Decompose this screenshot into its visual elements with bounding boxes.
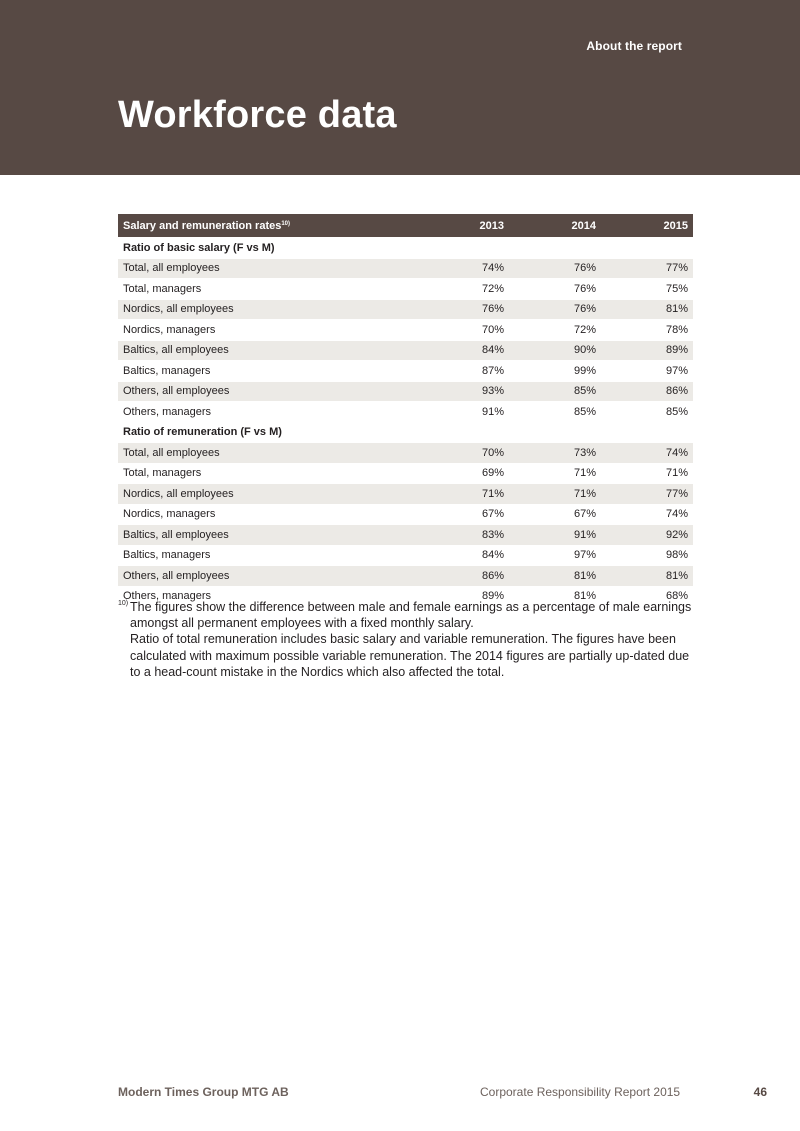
- table-cell-value: 73%: [509, 443, 601, 464]
- table-row-label: Nordics, managers: [118, 320, 435, 341]
- table-row-label: Baltics, all employees: [118, 340, 435, 361]
- table-cell-value: 70%: [435, 443, 509, 464]
- table-row-label: Others, all employees: [118, 566, 435, 587]
- table-cell-value: 84%: [435, 545, 509, 566]
- table-header-row: [118, 214, 693, 238]
- table-row: [118, 463, 693, 484]
- table-cell-value: 85%: [509, 402, 601, 423]
- table-header-2013: 2013: [435, 214, 509, 238]
- table-cell-value: 97%: [509, 545, 601, 566]
- table-cell-value: 67%: [509, 504, 601, 525]
- table-cell-value: 77%: [601, 484, 693, 505]
- table-cell-value: 71%: [509, 463, 601, 484]
- table-row: [118, 504, 693, 525]
- table-cell-value: 74%: [601, 504, 693, 525]
- table-row: [118, 402, 693, 423]
- table-row-label: Nordics, managers: [118, 504, 435, 525]
- table-cell-value: 99%: [509, 361, 601, 382]
- table-row: [118, 525, 693, 546]
- table-row-label: Total, all employees: [118, 258, 435, 279]
- table-cell-value: 69%: [435, 463, 509, 484]
- table-cell-value: 83%: [435, 525, 509, 546]
- salary-remuneration-table: [118, 214, 693, 606]
- page-number: 46: [753, 1085, 767, 1099]
- table-row-label: Baltics, all employees: [118, 525, 435, 546]
- table-cell-value: 98%: [601, 545, 693, 566]
- table-cell-value: 86%: [601, 381, 693, 402]
- page-header-band: [0, 0, 800, 175]
- table-cell-value: 81%: [509, 566, 601, 587]
- table-cell-value: 81%: [601, 566, 693, 587]
- table-cell-value: 93%: [435, 381, 509, 402]
- table-row: [118, 361, 693, 382]
- table-cell-value: 75%: [601, 279, 693, 300]
- section-label: About the report: [586, 39, 682, 53]
- table-row-label: Others, managers: [118, 586, 435, 606]
- footnote-paragraph: The figures show the difference between male and female earnings as a percentage of male earnings amongst all permanent employees with a fixed monthly salary.: [130, 600, 692, 631]
- table-header-title: Salary and remuneration rates$^{10)}$: [118, 214, 435, 238]
- table-section-heading-row: [118, 238, 693, 259]
- table-cell-value: 71%: [435, 484, 509, 505]
- table-cell-value: 74%: [601, 443, 693, 464]
- table-cell-value: 72%: [509, 320, 601, 341]
- table-row: [118, 381, 693, 402]
- table-row-label: Total, managers: [118, 463, 435, 484]
- table-cell-value: 77%: [601, 258, 693, 279]
- table-cell-value: 76%: [435, 299, 509, 320]
- table-row: [118, 566, 693, 587]
- table-cell-value: 76%: [509, 279, 601, 300]
- table-cell-value: 87%: [435, 361, 509, 382]
- table-cell-value: 78%: [601, 320, 693, 341]
- table-cell-value: 74%: [435, 258, 509, 279]
- table-row: [118, 299, 693, 320]
- table-cell-value: 90%: [509, 340, 601, 361]
- table-cell-value: 81%: [509, 586, 601, 606]
- table-cell-value: 86%: [435, 566, 509, 587]
- table-body: [118, 238, 693, 607]
- table-cell-value: 72%: [435, 279, 509, 300]
- table-cell-value: 84%: [435, 340, 509, 361]
- table-section-heading-row: [118, 422, 693, 443]
- table-row-label: Baltics, managers: [118, 361, 435, 382]
- table-row: [118, 484, 693, 505]
- table-row: [118, 258, 693, 279]
- table-cell-value: 85%: [601, 402, 693, 423]
- table-row-label: Nordics, all employees: [118, 484, 435, 505]
- table-cell-value: 89%: [435, 586, 509, 606]
- table-cell-value: 71%: [601, 463, 693, 484]
- page-title: Workforce data: [118, 94, 397, 136]
- table-row: [118, 279, 693, 300]
- footnote-marker: 10): [118, 600, 129, 607]
- table-cell-value: 89%: [601, 340, 693, 361]
- table-cell-value: 76%: [509, 258, 601, 279]
- table-header-2014: 2014: [509, 214, 601, 238]
- table-row: [118, 443, 693, 464]
- table-row: [118, 545, 693, 566]
- table-cell-value: 91%: [435, 402, 509, 423]
- table-row-label: Total, all employees: [118, 443, 435, 464]
- table-row-label: Total, managers: [118, 279, 435, 300]
- table-row: [118, 320, 693, 341]
- table-header-2015: 2015: [601, 214, 693, 238]
- table-cell-value: 76%: [509, 299, 601, 320]
- table-cell-value: 70%: [435, 320, 509, 341]
- footer-company: Modern Times Group MTG AB: [118, 1085, 289, 1099]
- table-cell-value: 91%: [509, 525, 601, 546]
- table-row-label: Others, all employees: [118, 381, 435, 402]
- table-cell-value: 85%: [509, 381, 601, 402]
- footer-report-title: Corporate Responsibility Report 2015: [480, 1085, 681, 1099]
- table-cell-value: 67%: [435, 504, 509, 525]
- footnote: [118, 599, 698, 680]
- table-cell-value: 97%: [601, 361, 693, 382]
- footnote-paragraph: Ratio of total remuneration includes basic salary and variable remuneration. The figures have been calculated with maximum possible variable remuneration. The 2014 figures are partially up-dated due to a head-count mistake in the Nordics which also affected the total.: [130, 632, 690, 679]
- table-cell-value: 71%: [509, 484, 601, 505]
- footnote-ref: 10): [281, 220, 291, 227]
- table-row-label: Others, managers: [118, 402, 435, 423]
- table-cell-value: 68%: [601, 586, 693, 606]
- table-cell-value: 92%: [601, 525, 693, 546]
- table-section-heading: Ratio of basic salary (F vs M): [118, 238, 693, 259]
- table-row-label: Nordics, all employees: [118, 299, 435, 320]
- table-row-label: Baltics, managers: [118, 545, 435, 566]
- table-row: [118, 340, 693, 361]
- table-cell-value: 81%: [601, 299, 693, 320]
- table-section-heading: Ratio of remuneration (F vs M): [118, 422, 693, 443]
